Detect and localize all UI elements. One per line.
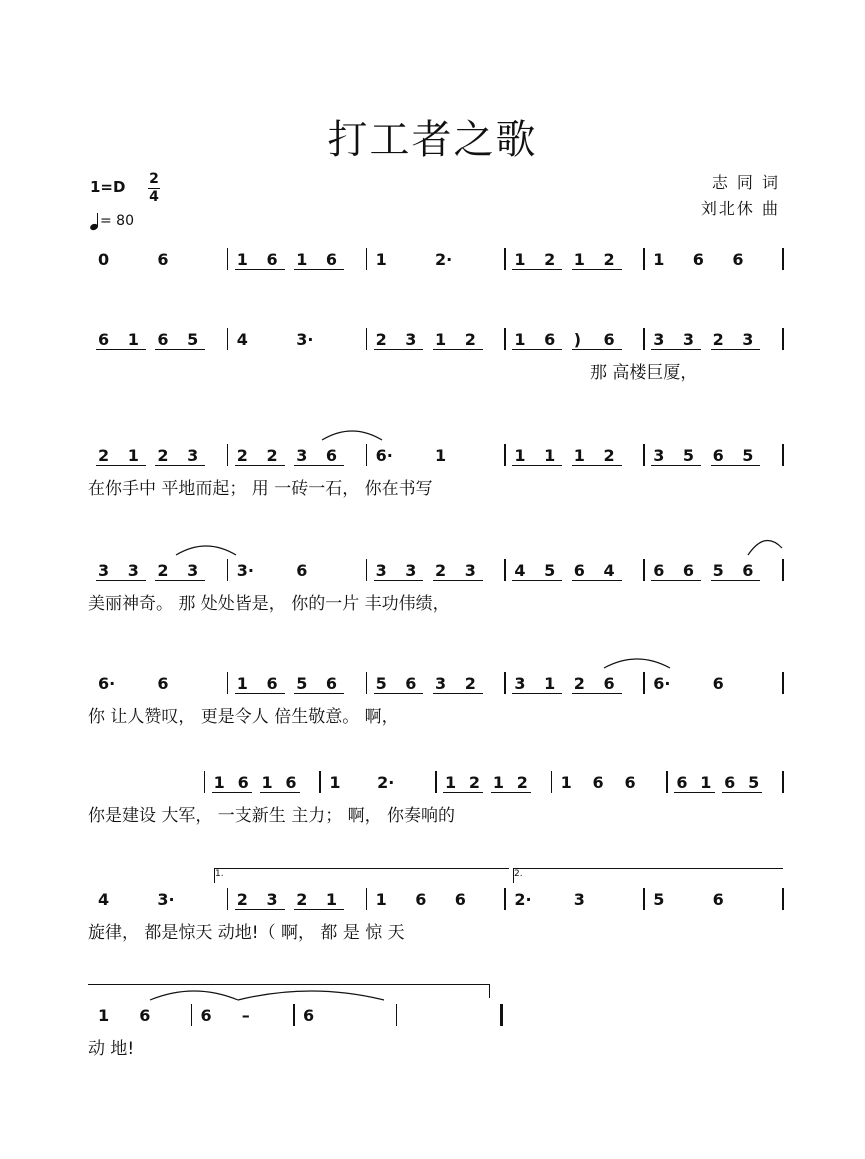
- note: 6: [200, 1006, 212, 1025]
- note: 4: [236, 330, 248, 349]
- note: 0: [98, 250, 110, 269]
- note: 2: [157, 446, 169, 465]
- lyrics-line: 你 让人赞叹， 更是令人 倍生敬意。 啊，: [88, 707, 399, 727]
- note: 5: [544, 561, 556, 580]
- note: 6: [285, 773, 297, 792]
- slur-arc: [238, 991, 384, 1000]
- note: 1: [653, 250, 665, 269]
- note: 6: [98, 330, 110, 349]
- note: 1: [544, 674, 556, 693]
- volta-first: 1.: [214, 868, 509, 883]
- note: 6: [724, 773, 736, 792]
- note: 1: [514, 250, 526, 269]
- key-signature: 1=D: [90, 178, 126, 196]
- composer-credit: 刘北休 曲: [700, 199, 780, 218]
- note: 6·: [98, 674, 116, 693]
- note: 6: [573, 561, 585, 580]
- note: 6: [454, 890, 466, 909]
- note: 5: [682, 446, 695, 465]
- tempo-value: = 80: [100, 213, 134, 229]
- lyrics-line: 你是建设 大军， 一支新生 主力； 啊， 你奏响的: [88, 806, 456, 826]
- note: 1: [236, 674, 248, 693]
- note: 2: [266, 446, 278, 465]
- note: 6: [303, 1006, 315, 1025]
- note: 6: [692, 250, 704, 269]
- note: 5: [748, 773, 760, 792]
- note: 3: [405, 330, 417, 349]
- note: 1: [127, 330, 139, 349]
- note: 3: [405, 561, 417, 580]
- note: 1: [544, 446, 556, 465]
- note: 1: [261, 773, 273, 792]
- note: 1: [700, 773, 712, 792]
- note: 1: [573, 446, 585, 465]
- note: 6: [157, 330, 169, 349]
- note: 1: [375, 250, 387, 269]
- slur-arc: [604, 659, 670, 668]
- note: 1: [236, 250, 248, 269]
- note: 6: [157, 674, 169, 693]
- note: 2: [544, 250, 556, 269]
- note: 6: [266, 250, 278, 269]
- note: 3: [187, 561, 199, 580]
- note: 3: [742, 330, 754, 349]
- note: 1: [296, 250, 308, 269]
- note: 3: [98, 561, 110, 580]
- note: 2: [157, 561, 169, 580]
- note: –: [241, 1006, 250, 1025]
- slur-arc: [322, 431, 382, 440]
- lyrics-line: 美丽神奇。 那 处处皆是， 你的一片 丰功伟绩，: [88, 594, 450, 614]
- note: 6: [742, 561, 754, 580]
- note: 2: [603, 250, 615, 269]
- note: 1: [325, 890, 338, 909]
- note: 6: [712, 890, 724, 909]
- note: 6: [405, 674, 417, 693]
- note: 6: [732, 250, 744, 269]
- note: 2: [296, 890, 308, 909]
- note: 2: [468, 773, 481, 792]
- note: 1: [375, 890, 387, 909]
- note: 3: [682, 330, 695, 349]
- note: 4: [514, 561, 526, 580]
- note: 2: [464, 674, 476, 693]
- note: 3: [573, 890, 585, 909]
- note: 1: [329, 773, 341, 792]
- note: 2·: [514, 890, 532, 909]
- lyricist-credit: 志 同 词: [711, 173, 780, 192]
- note: 5: [712, 561, 724, 580]
- note: 6: [415, 890, 427, 909]
- note: 3·: [296, 330, 314, 349]
- song-title: 打工者之歌: [327, 117, 538, 163]
- note: 6: [603, 330, 615, 349]
- note: 2: [573, 674, 585, 693]
- note: 3: [127, 561, 139, 580]
- note: ): [573, 330, 582, 349]
- note: 2: [98, 446, 110, 465]
- note: 6: [325, 446, 338, 465]
- note: 2: [516, 773, 528, 792]
- slur-arc: [150, 991, 238, 1000]
- note: 5: [742, 446, 754, 465]
- note: 6: [676, 773, 688, 792]
- note: 1: [445, 773, 457, 792]
- slur-arc: [176, 546, 236, 555]
- note: 6: [592, 773, 604, 792]
- note: 5: [653, 890, 665, 909]
- note: 1: [127, 446, 139, 465]
- note: 6: [544, 330, 556, 349]
- note: 3: [375, 561, 387, 580]
- note: 1: [514, 446, 526, 465]
- slur-arc: [748, 540, 782, 555]
- note: 1: [98, 1006, 110, 1025]
- note: 6: [237, 773, 249, 792]
- note: 1: [213, 773, 225, 792]
- time-bottom: 4: [149, 189, 159, 205]
- note: 6·: [653, 674, 671, 693]
- note: 5: [296, 674, 308, 693]
- note: 2: [236, 446, 248, 465]
- note: 6: [139, 1006, 151, 1025]
- note: 2: [712, 330, 724, 349]
- note: 1: [573, 250, 585, 269]
- lyrics-line: 动 地!: [88, 1039, 135, 1059]
- note: 3: [653, 446, 665, 465]
- note: 3·: [157, 890, 175, 909]
- note: 1: [492, 773, 504, 792]
- note: 3·: [236, 561, 255, 580]
- note: 3: [653, 330, 665, 349]
- note: 6: [653, 561, 665, 580]
- note: 6: [157, 250, 169, 269]
- note: 6: [712, 674, 724, 693]
- note: 3: [187, 446, 199, 465]
- note: 3: [266, 890, 278, 909]
- note: 2: [375, 330, 387, 349]
- note: 3: [296, 446, 308, 465]
- volta-second: 2.: [513, 868, 783, 883]
- note: 6: [325, 250, 338, 269]
- note: 2·: [435, 250, 453, 269]
- note: 5: [375, 674, 387, 693]
- note: 3: [435, 674, 447, 693]
- note: 3: [514, 674, 526, 693]
- note: 6: [296, 561, 308, 580]
- note: 2: [236, 890, 248, 909]
- note: 1: [435, 330, 447, 349]
- note: 2: [464, 330, 476, 349]
- note: 1: [560, 773, 572, 792]
- note: 2: [603, 446, 615, 465]
- note: 2·: [377, 773, 395, 792]
- note: 6: [624, 773, 636, 792]
- note: 3: [464, 561, 476, 580]
- time-top: 2: [149, 171, 159, 187]
- note: 5: [187, 330, 199, 349]
- note: 4: [98, 890, 110, 909]
- note: 6: [712, 446, 724, 465]
- note: 6: [325, 674, 338, 693]
- note: 6: [682, 561, 695, 580]
- note: 1: [514, 330, 526, 349]
- lyrics-line: 旋律， 都是惊天 动地!（ 啊， 都 是 惊 天: [88, 923, 405, 943]
- note: 6·: [375, 446, 393, 465]
- note: 6: [603, 674, 615, 693]
- lyrics-line: 那 高楼巨厦，: [590, 363, 698, 383]
- note: 2: [435, 561, 447, 580]
- note: 6: [266, 674, 278, 693]
- lyrics-line: 在你手中 平地而起； 用 一砖一石， 你在书写: [88, 479, 433, 499]
- note: 1: [435, 446, 447, 465]
- note: 4: [603, 561, 615, 580]
